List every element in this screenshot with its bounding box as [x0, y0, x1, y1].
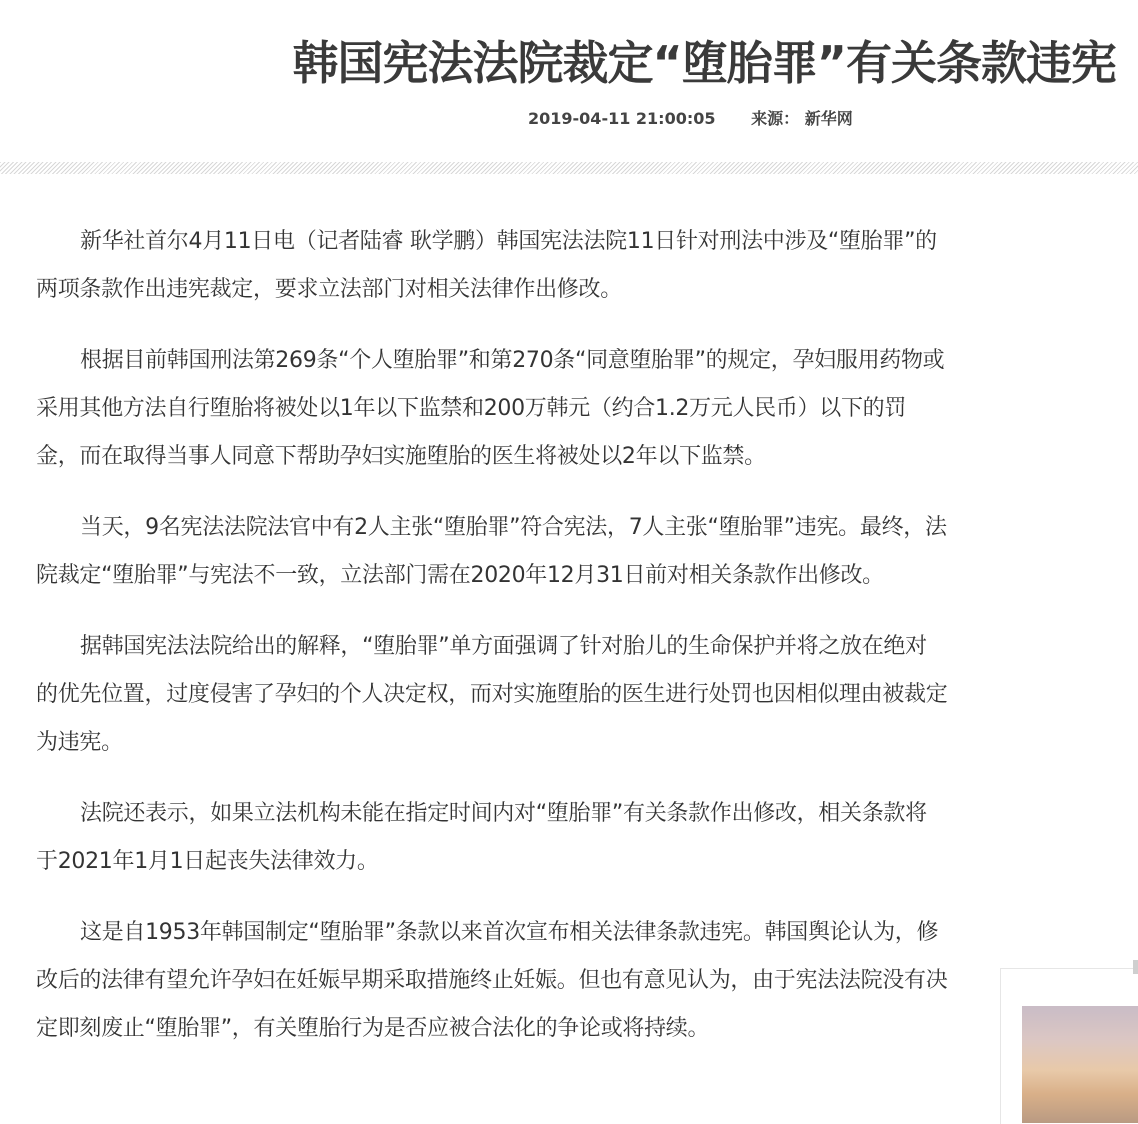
article-body [36, 218, 948, 1076]
side-panel-marker [1133, 960, 1138, 974]
source-label: 来源： [751, 109, 800, 128]
related-thumbnail-image[interactable] [1022, 1006, 1138, 1123]
article-title: 韩国宪法法院裁定“堕胎罪”有关条款违宪 [292, 36, 1116, 90]
article-paragraph: 新华社首尔4月11日电（记者陆睿 耿学鹏）韩国宪法法院11日针对刑法中涉及“堕胎罪”的两项条款作出违宪裁定，要求立法部门对相关法律作出修改。 [36, 229, 937, 302]
source-name[interactable]: 新华网 [804, 109, 853, 128]
article-paragraph: 这是自1953年韩国制定“堕胎罪”条款以来首次宣布相关法律条款违宪。韩国舆论认为，修改后的法律有望允许孕妇在妊娠早期采取措施终止妊娠。但也有意见认为，由于宪法法院没有决定即刻废止“堕胎罪”，有关堕胎行为是否应被合法化的争论或将持续。 [36, 920, 948, 1041]
article-meta [528, 106, 853, 132]
header-divider [0, 162, 1138, 174]
source-info [751, 106, 853, 132]
article-paragraph: 当天，9名宪法法院法官中有2人主张“堕胎罪”符合宪法，7人主张“堕胎罪”违宪。最终，法院裁定“堕胎罪”与宪法不一致，立法部门需在2020年12月31日前对相关条款作出修改。 [36, 515, 947, 588]
publish-date: 2019-04-11 21:00:05 [528, 109, 716, 128]
article-paragraph: 据韩国宪法法院给出的解释，“堕胎罪”单方面强调了针对胎儿的生命保护并将之放在绝对的优先位置，过度侵害了孕妇的个人决定权，而对实施堕胎的医生进行处罚也因相似理由被裁定为违宪。 [36, 634, 948, 755]
article-paragraph: 根据目前韩国刑法第269条“个人堕胎罪”和第270条“同意堕胎罪”的规定，孕妇服用药物或采用其他方法自行堕胎将被处以1年以下监禁和200万韩元（约合1.2万元人民币）以下的罚金，而在取得当事人同意下帮助孕妇实施堕胎的医生将被处以2年以下监禁。 [36, 348, 945, 469]
article-paragraph: 法院还表示，如果立法机构未能在指定时间内对“堕胎罪”有关条款作出修改，相关条款将于2021年1月1日起丧失法律效力。 [36, 801, 927, 874]
